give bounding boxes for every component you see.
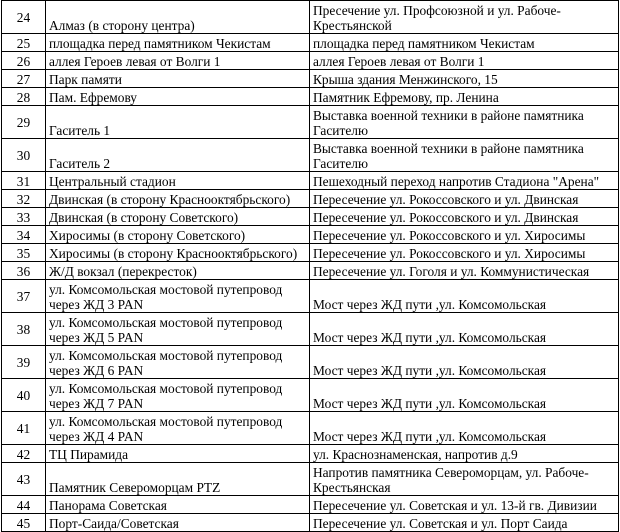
camera-locations-table	[1, 0, 619, 532]
camera-name: ул. Комсомольская мостовой путепровод через ЖД 7 PAN	[46, 379, 310, 412]
camera-name: ул. Комсомольская мостовой путепровод через ЖД 4 PAN	[46, 412, 310, 445]
table-body	[2, 1, 619, 532]
camera-name: Порт-Саида/Советская	[46, 514, 310, 532]
row-number: 40	[2, 379, 46, 412]
camera-name: Гаситель 2	[46, 139, 310, 172]
camera-location: Пресечение ул. Профсоюзной и ул. Рабоче-Крестьянской	[310, 1, 619, 34]
camera-location: Пересечение ул. Рокоссовского и ул. Хиросимы	[310, 244, 619, 262]
camera-location: Мост через ЖД пути ,ул. Комсомольская	[310, 379, 619, 412]
camera-name: Ж/Д вокзал (перекресток)	[46, 262, 310, 280]
camera-location: Выставка военной техники в районе памятника Гасителю	[310, 106, 619, 139]
camera-name: Парк памяти	[46, 70, 310, 88]
table-row	[2, 52, 619, 70]
table-row	[2, 88, 619, 106]
row-number: 38	[2, 313, 46, 346]
camera-name: ул. Комсомольская мостовой путепровод через ЖД 5 PAN	[46, 313, 310, 346]
camera-location: Пересечение ул. Рокоссовского и ул. Хиросимы	[310, 226, 619, 244]
table-row	[2, 190, 619, 208]
table-row	[2, 139, 619, 172]
camera-location: аллея Героев левая от Волги 1	[310, 52, 619, 70]
camera-location: ул. Краснознаменская, напротив д.9	[310, 445, 619, 463]
camera-name: ул. Комсомольская мостовой путепровод через ЖД 6 PAN	[46, 346, 310, 379]
row-number: 30	[2, 139, 46, 172]
camera-name: Центральный стадион	[46, 172, 310, 190]
camera-location: Пересечение ул. Рокоссовского и ул. Двинская	[310, 190, 619, 208]
camera-name: аллея Героев левая от Волги 1	[46, 52, 310, 70]
camera-location: Мост через ЖД пути ,ул. Комсомольская	[310, 412, 619, 445]
table-row	[2, 70, 619, 88]
row-number: 36	[2, 262, 46, 280]
table-row	[2, 313, 619, 346]
camera-location: Мост через ЖД пути ,ул. Комсомольская	[310, 280, 619, 313]
camera-location: площадка перед памятником Чекистам	[310, 34, 619, 52]
row-number: 26	[2, 52, 46, 70]
camera-location: Памятник Ефремову, пр. Ленина	[310, 88, 619, 106]
row-number: 27	[2, 70, 46, 88]
camera-location: Напротив памятника Североморцам, ул. Рабоче-Крестьянская	[310, 463, 619, 496]
camera-location: Пересечение ул. Гоголя и ул. Коммунистическая	[310, 262, 619, 280]
table-row	[2, 262, 619, 280]
row-number: 45	[2, 514, 46, 532]
row-number: 28	[2, 88, 46, 106]
table-row	[2, 346, 619, 379]
table-row	[2, 244, 619, 262]
row-number: 41	[2, 412, 46, 445]
camera-location: Пересечение ул. Рокоссовского и ул. Двинская	[310, 208, 619, 226]
camera-location: Крыша здания Менжинского, 15	[310, 70, 619, 88]
table-row	[2, 514, 619, 532]
table-row	[2, 280, 619, 313]
camera-name: Пам. Ефремову	[46, 88, 310, 106]
table-row	[2, 379, 619, 412]
table-row	[2, 226, 619, 244]
camera-name: Двинская (в сторону Советского)	[46, 208, 310, 226]
table-row	[2, 1, 619, 34]
row-number: 24	[2, 1, 46, 34]
row-number: 32	[2, 190, 46, 208]
camera-name: Двинская (в сторону Краснооктябрьского)	[46, 190, 310, 208]
table-row	[2, 106, 619, 139]
row-number: 42	[2, 445, 46, 463]
row-number: 43	[2, 463, 46, 496]
camera-location: Мост через ЖД пути ,ул. Комсомольская	[310, 313, 619, 346]
camera-name: площадка перед памятником Чекистам	[46, 34, 310, 52]
camera-name: ТЦ Пирамида	[46, 445, 310, 463]
camera-location: Выставка военной техники в районе памятника Гасителю	[310, 139, 619, 172]
row-number: 39	[2, 346, 46, 379]
camera-name: ул. Комсомольская мостовой путепровод через ЖД 3 PAN	[46, 280, 310, 313]
row-number: 29	[2, 106, 46, 139]
table-row	[2, 34, 619, 52]
camera-name: Хиросимы (в сторону Краснооктябрьского)	[46, 244, 310, 262]
row-number: 31	[2, 172, 46, 190]
camera-name: Гаситель 1	[46, 106, 310, 139]
row-number: 33	[2, 208, 46, 226]
camera-name: Алмаз (в сторону центра)	[46, 1, 310, 34]
table-row	[2, 172, 619, 190]
table-row	[2, 412, 619, 445]
row-number: 37	[2, 280, 46, 313]
camera-location: Пешеходный переход напротив Стадиона "Арена"	[310, 172, 619, 190]
camera-name: Хиросимы (в сторону Советского)	[46, 226, 310, 244]
row-number: 44	[2, 496, 46, 514]
row-number: 34	[2, 226, 46, 244]
table-row	[2, 208, 619, 226]
camera-name: Панорама Советская	[46, 496, 310, 514]
camera-location: Пересечение ул. Советская и ул. 13-й гв. Дивизии	[310, 496, 619, 514]
table-row	[2, 496, 619, 514]
camera-location: Мост через ЖД пути ,ул. Комсомольская	[310, 346, 619, 379]
row-number: 25	[2, 34, 46, 52]
camera-name: Памятник Североморцам PTZ	[46, 463, 310, 496]
camera-location: Пересечение ул. Советская и ул. Порт Саида	[310, 514, 619, 532]
table-row	[2, 445, 619, 463]
row-number: 35	[2, 244, 46, 262]
table-row	[2, 463, 619, 496]
